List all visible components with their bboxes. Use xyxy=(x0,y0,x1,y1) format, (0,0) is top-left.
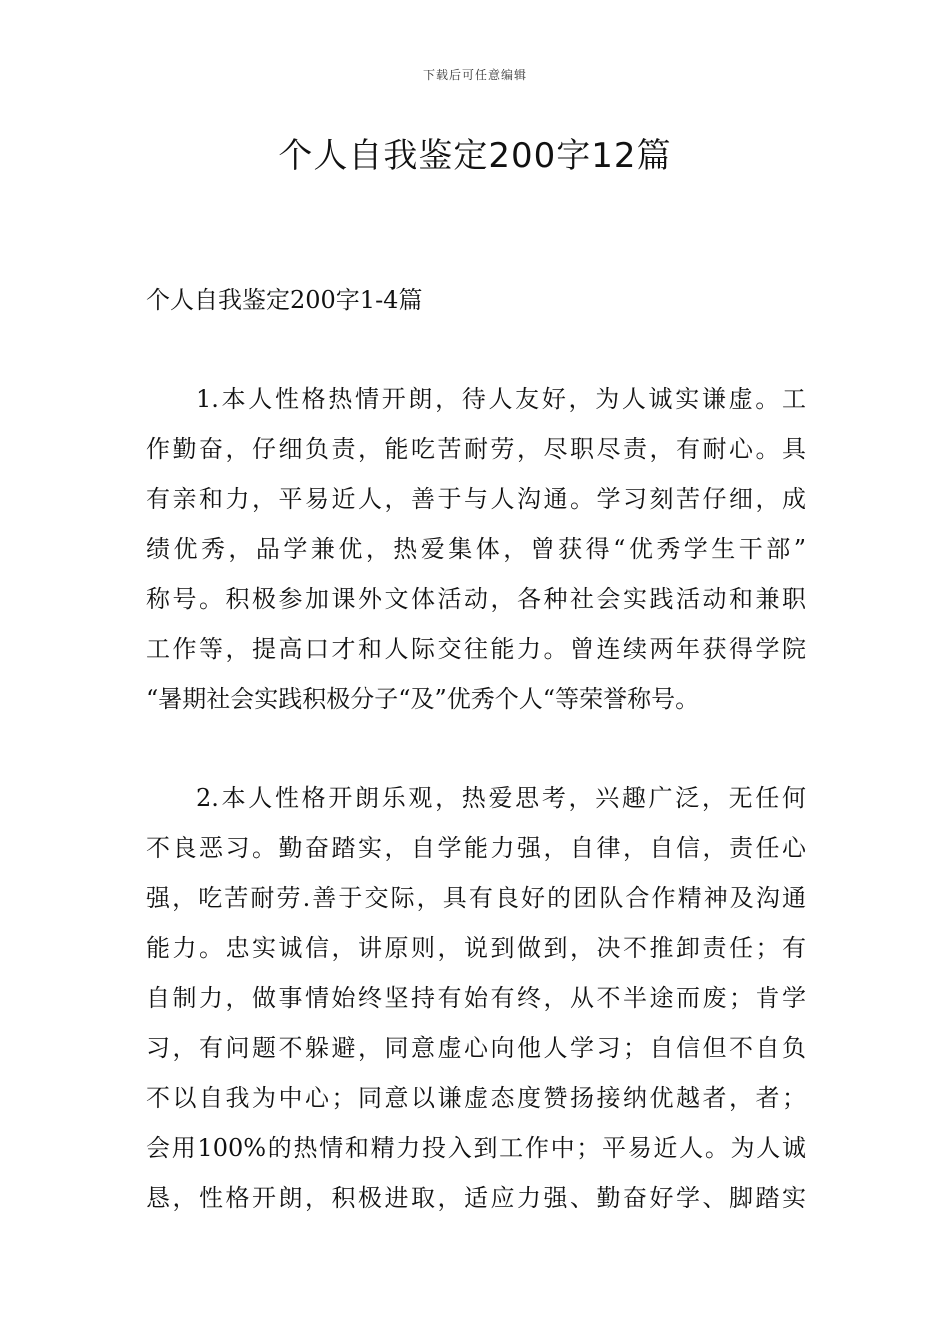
header-note: 下载后可任意编辑 xyxy=(422,68,527,82)
paragraph-line: 1.本人性格热情开朗，待人友好，为人诚实谦虚。工 xyxy=(196,385,806,413)
paragraph-line: 强，吃苦耐劳.善于交际，具有良好的团队合作精神及沟通 xyxy=(146,884,806,912)
paragraph-line: 能力。忠实诚信，讲原则，说到做到，决不推卸责任；有 xyxy=(146,934,806,962)
paragraph-line: 2.本人性格开朗乐观，热爱思考，兴趣广泛，无任何 xyxy=(196,784,806,812)
paragraph-1 xyxy=(146,374,806,724)
paragraph-line: 不良恶习。勤奋踏实，自学能力强，自律，自信，责任心 xyxy=(146,834,806,862)
paragraph-line: 绩优秀，品学兼优，热爱集体，曾获得“优秀学生干部” xyxy=(146,535,806,563)
paragraph-line: 不以自我为中心；同意以谦虚态度赞扬接纳优越者，者； xyxy=(146,1084,806,1112)
section-heading: 个人自我鉴定200字1-4篇 xyxy=(146,286,423,314)
paragraph-2 xyxy=(146,773,806,1223)
paragraph-line: 称号。积极参加课外文体活动，各种社会实践活动和兼职 xyxy=(146,585,806,613)
paragraph-line: 自制力，做事情始终坚持有始有终，从不半途而废；肯学 xyxy=(146,984,806,1012)
paragraph-line: 作勤奋，仔细负责，能吃苦耐劳，尽职尽责，有耐心。具 xyxy=(146,435,806,463)
paragraph-line: 会用100%的热情和精力投入到工作中；平易近人。为人诚 xyxy=(146,1134,806,1162)
paragraph-line: 工作等，提高口才和人际交往能力。曾连续两年获得学院 xyxy=(146,635,806,663)
document-title: 个人自我鉴定200字12篇 xyxy=(278,136,672,176)
paragraph-line: 恳，性格开朗，积极进取，适应力强、勤奋好学、脚踏实 xyxy=(146,1184,806,1212)
paragraph-line: 有亲和力，平易近人，善于与人沟通。学习刻苦仔细，成 xyxy=(146,485,806,513)
paragraph-line: 习，有问题不躲避，同意虚心向他人学习；自信但不自负 xyxy=(146,1034,806,1062)
paragraph-line: “暑期社会实践积极分子“及”优秀个人“等荣誉称号。 xyxy=(146,685,700,713)
